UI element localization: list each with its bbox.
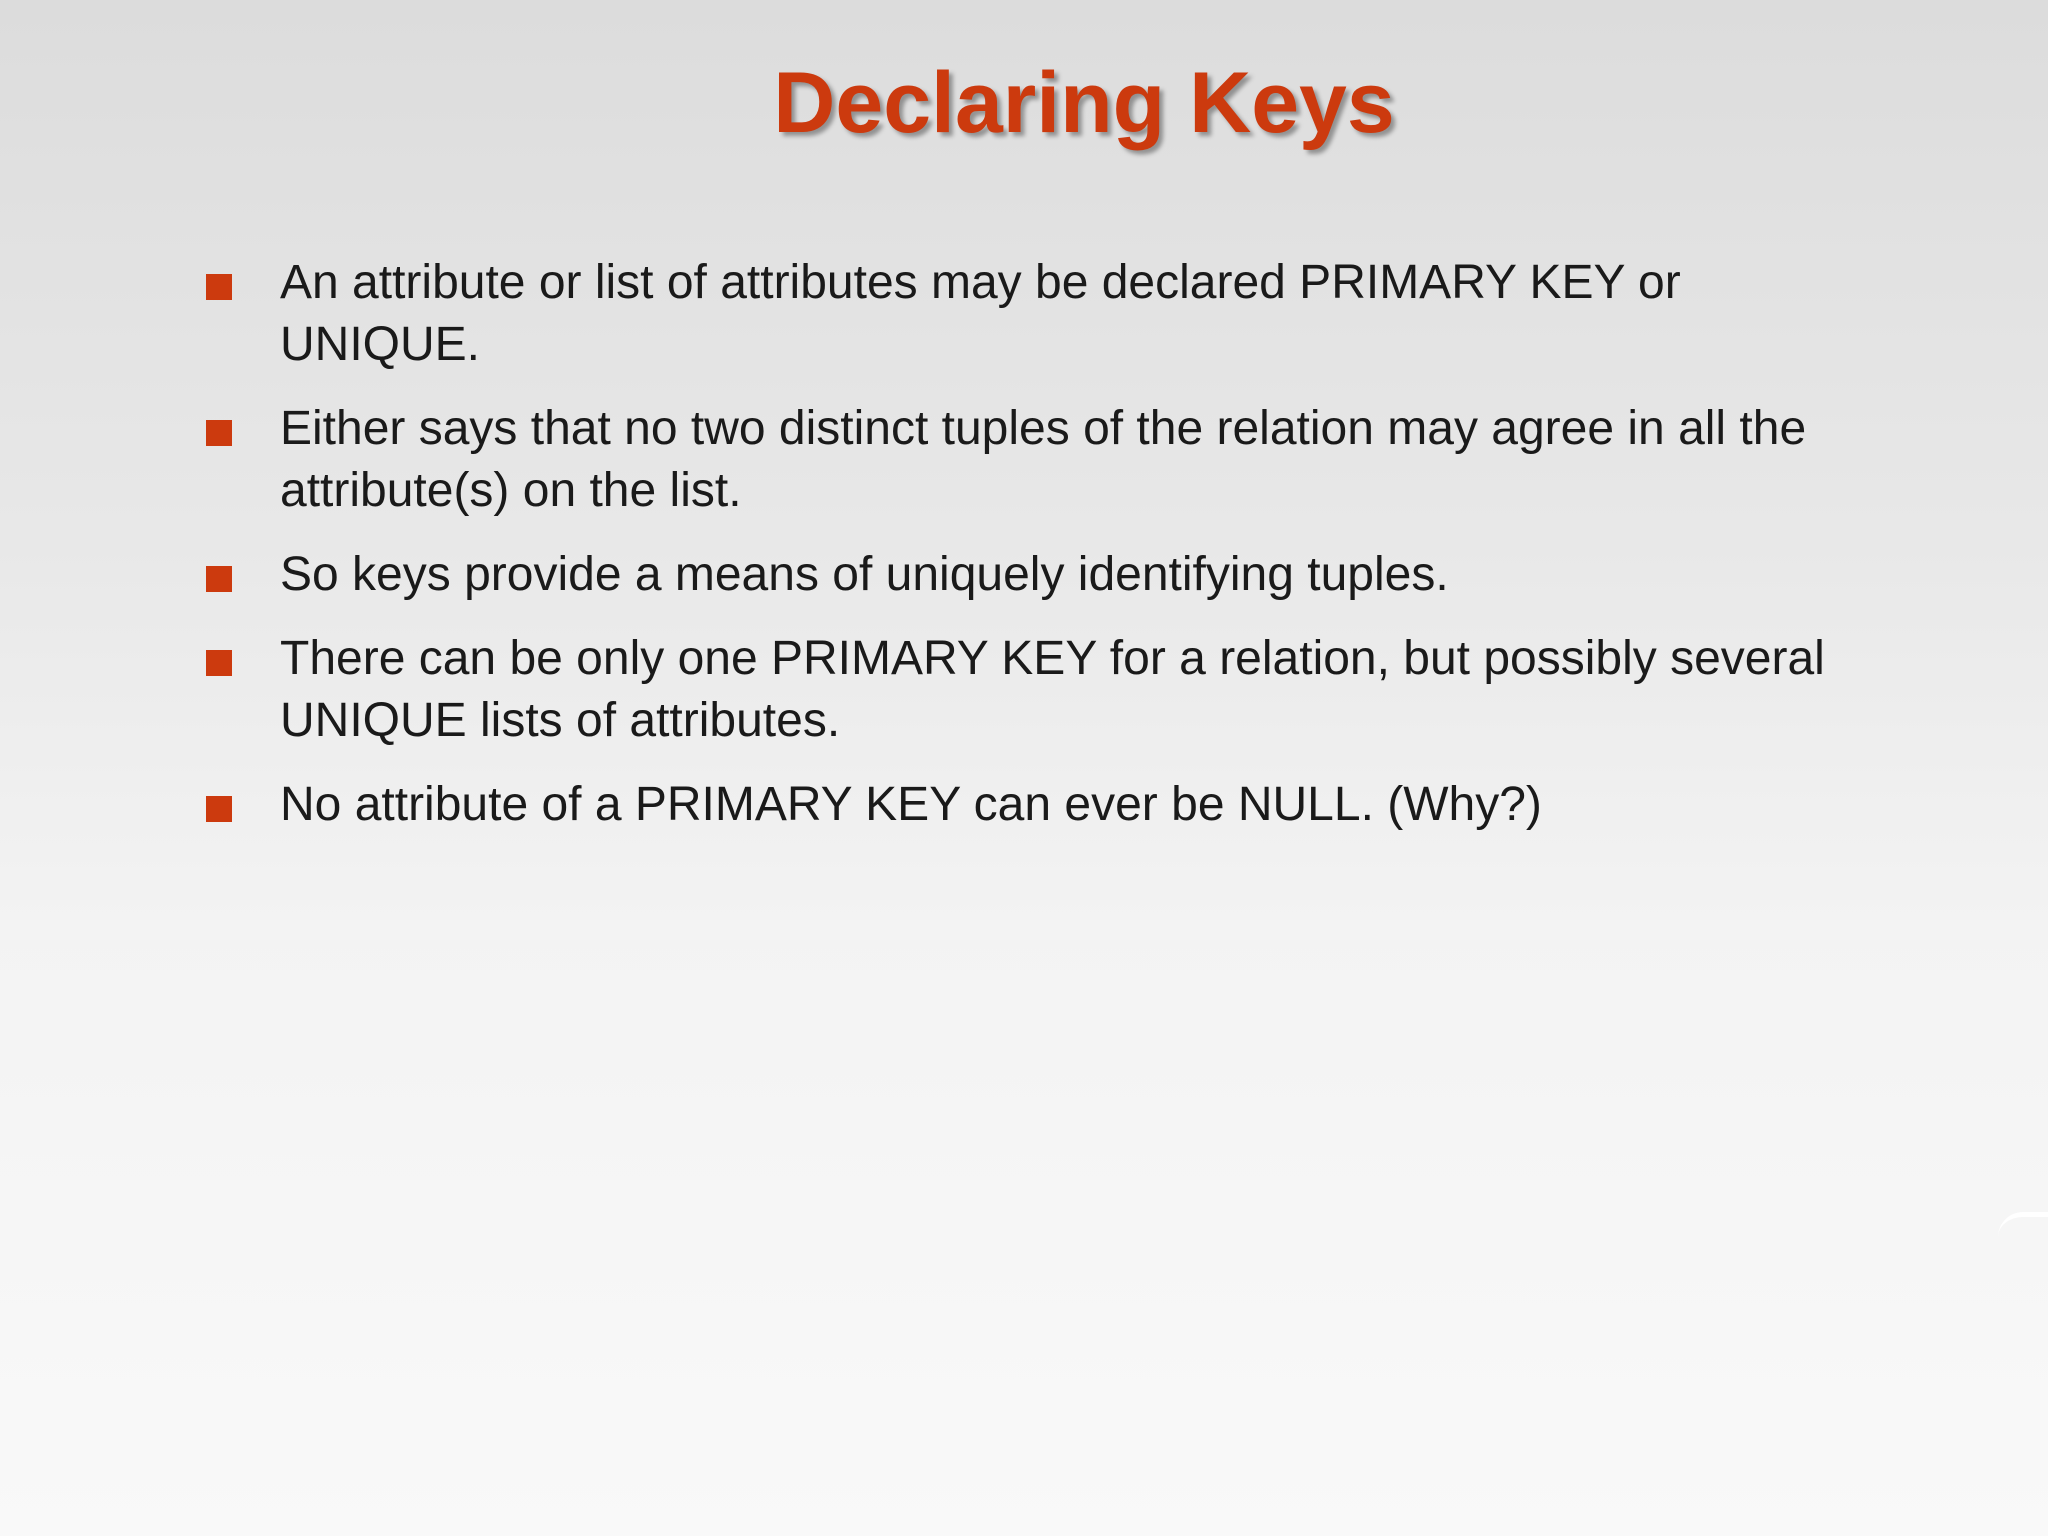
bullet-text: An attribute or list of attributes may be declared PRIMARY KEY or UNIQUE. <box>280 256 1681 371</box>
square-bullet-icon <box>206 420 232 446</box>
square-bullet-icon <box>206 566 232 592</box>
bullet-item <box>204 628 1844 752</box>
square-bullet-icon <box>206 274 232 300</box>
bullet-text: No attribute of a PRIMARY KEY can ever be NULL. (Why?) <box>280 778 1542 831</box>
square-bullet-icon <box>206 796 232 822</box>
bullet-item <box>204 544 1844 606</box>
bullet-item <box>204 252 1844 376</box>
bullet-list <box>204 252 1844 858</box>
corner-curve-decoration <box>1998 1212 2048 1237</box>
square-bullet-icon <box>206 650 232 676</box>
bullet-item <box>204 774 1844 836</box>
bullet-item <box>204 398 1844 522</box>
slide-title: Declaring Keys <box>773 55 1395 151</box>
bullet-text: So keys provide a means of uniquely identifying tuples. <box>280 548 1449 601</box>
bullet-text: There can be only one PRIMARY KEY for a relation, but possibly several UNIQUE lists of attributes. <box>280 632 1825 747</box>
bullet-text: Either says that no two distinct tuples of the relation may agree in all the attribute(s) on the list. <box>280 402 1807 517</box>
